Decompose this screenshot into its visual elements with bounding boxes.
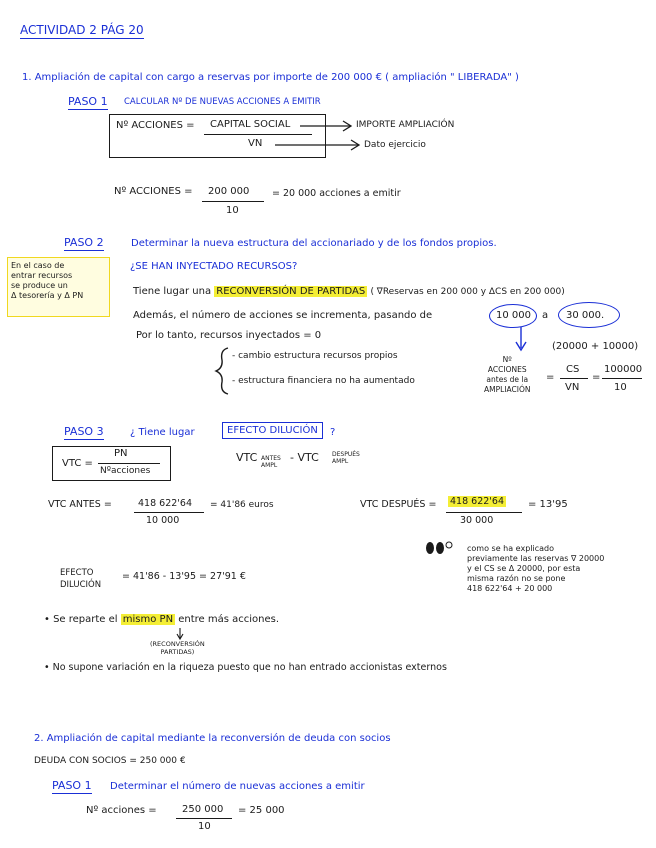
- prev-vn: VN: [565, 382, 580, 393]
- small-down-arrow-icon: [0, 0, 1, 1]
- reconversion-note: (RECONVERSIÓN PARTIDAS): [150, 640, 205, 656]
- prev-fraction-line: [560, 378, 588, 379]
- diff-vtc-despues: - VTC: [290, 451, 319, 464]
- vtc-antes-result: = 41'86 euros: [210, 500, 274, 510]
- paso2-question: ¿SE HAN INYECTADO RECURSOS?: [130, 261, 298, 272]
- vtc-antes-lhs: VTC ANTES =: [48, 499, 112, 510]
- sum-note: (20000 + 10000): [552, 341, 639, 352]
- vtc-antes-den: 10 000: [146, 515, 180, 526]
- bullet-cambio: - cambio estructura recursos propios: [232, 351, 398, 361]
- vtc-despues-den: 30 000: [460, 515, 494, 526]
- calc-fraction-line: [202, 201, 264, 202]
- diff-antes-sub: ANTES AMPL: [261, 455, 281, 469]
- efecto-calc: = 41'86 - 13'95 = 27'91 €: [122, 571, 246, 582]
- vtc-lhs: VTC =: [62, 458, 93, 469]
- page-title: ACTIVIDAD 2 PÁG 20: [20, 23, 144, 37]
- paso1-description: CALCULAR Nº DE NUEVAS ACCIONES A EMITIR: [124, 97, 321, 107]
- question-1-heading: 1. Ampliación de capital con cargo a reservas por importe de 200 000 € ( ampliación " LIBERADA" ): [22, 72, 519, 83]
- q2-paso1-label: PASO 1: [52, 779, 92, 792]
- paso2-line3: Por lo tanto, recursos inyectados = 0: [136, 330, 322, 341]
- paso3-question-pre: ¿ Tiene lugar: [130, 427, 195, 438]
- word-a: a: [542, 310, 549, 321]
- paso2-label: PASO 2: [64, 236, 104, 249]
- q2-calc-denominator: 10: [198, 821, 211, 832]
- shares-after: 30 000.: [566, 310, 605, 321]
- calc-denominator: 10: [226, 205, 239, 216]
- diff-despues-sub: DESPUÉS AMPL: [332, 451, 360, 465]
- side-note-text: En el caso de entrar recursos se produce un Δ tesorería y Δ PN: [11, 261, 84, 300]
- arrow-label-importe: IMPORTE AMPLIACIÓN: [356, 120, 455, 130]
- q2-paso1-description: Determinar el número de nuevas acciones a emitir: [110, 781, 365, 792]
- paso2-description: Determinar la nueva estructura del accionariado y de los fondos propios.: [131, 238, 497, 249]
- paso3-label: PASO 3: [64, 425, 104, 438]
- vtc-fraction-line: [98, 463, 160, 464]
- bullet-estructura: - estructura financiera no ha aumentado: [232, 376, 415, 386]
- vtc-despues-result: = 13'95: [528, 499, 568, 510]
- q2-fraction-line: [176, 818, 232, 819]
- question-2-heading: 2. Ampliación de capital mediante la reconversión de deuda con socios: [34, 733, 391, 744]
- paso2-line2: Además, el número de acciones se incrementa, pasando de: [133, 310, 433, 321]
- formula-lhs: Nº ACCIONES =: [116, 120, 195, 131]
- q2-calc-numerator: 250 000: [182, 804, 224, 815]
- vtc-despues-lhs: VTC DESPUÉS =: [360, 499, 437, 510]
- arrow-label-dato: Dato ejercicio: [364, 140, 426, 150]
- vtc-den: Nºacciones: [100, 466, 151, 476]
- paso1-label: PASO 1: [68, 95, 108, 108]
- vtc-antes-num: 418 622'64: [138, 498, 192, 509]
- vtc-despues-line: [446, 512, 522, 513]
- efecto-label: EFECTO DILUCIÓN: [60, 568, 102, 590]
- vtc-num: PN: [114, 448, 128, 459]
- bullet-mismo-pn: • Se reparte el mismo PN entre más acciones.: [44, 614, 280, 625]
- dilution-note: como se ha explicado previamente las reservas ∇ 20000 y el CS se Δ 20000, por esta misma razón no se pone 418 622'64 + 20 000: [467, 544, 605, 593]
- q2-calc-lhs: Nº acciones =: [86, 805, 157, 816]
- calc-result: = 20 000 acciones a emitir: [272, 188, 401, 199]
- formula-fraction-line: [204, 134, 312, 135]
- deuda-socios: DEUDA CON SOCIOS = 250 000 €: [34, 756, 186, 766]
- prev-value-line: [602, 378, 642, 379]
- vtc-despues-num: 418 622'64: [450, 496, 504, 507]
- paso3-question-end: ?: [330, 427, 336, 438]
- prev-eq: =: [546, 372, 555, 383]
- prev-value: 100000: [604, 364, 643, 375]
- vtc-antes-line: [134, 512, 204, 513]
- prev-cs: CS: [566, 364, 580, 375]
- diff-vtc-antes: VTC: [236, 451, 258, 464]
- paso2-line1: Tiene lugar una RECONVERSIÓN DE PARTIDAS ( ∇Reservas en 200 000 y ΔCS en 200 000): [133, 286, 565, 297]
- prev-value-den: 10: [614, 382, 627, 393]
- calc-numerator: 200 000: [208, 186, 250, 197]
- calc-lhs: Nº ACCIONES =: [114, 186, 193, 197]
- formula-numerator: CAPITAL SOCIAL: [210, 119, 291, 130]
- bullet-no-variacion: • No supone variación en la riqueza puesto que no han entrado accionistas externos: [44, 662, 447, 673]
- prev-eq2: =: [592, 372, 601, 383]
- efecto-dilucion-box: EFECTO DILUCIÓN: [222, 422, 323, 439]
- formula-denominator: VN: [248, 138, 263, 149]
- prev-shares-label: Nº ACCIONES antes de la AMPLIACIÓN: [484, 355, 531, 394]
- q2-calc-result: = 25 000: [238, 805, 285, 816]
- shares-before: 10 000: [496, 310, 531, 321]
